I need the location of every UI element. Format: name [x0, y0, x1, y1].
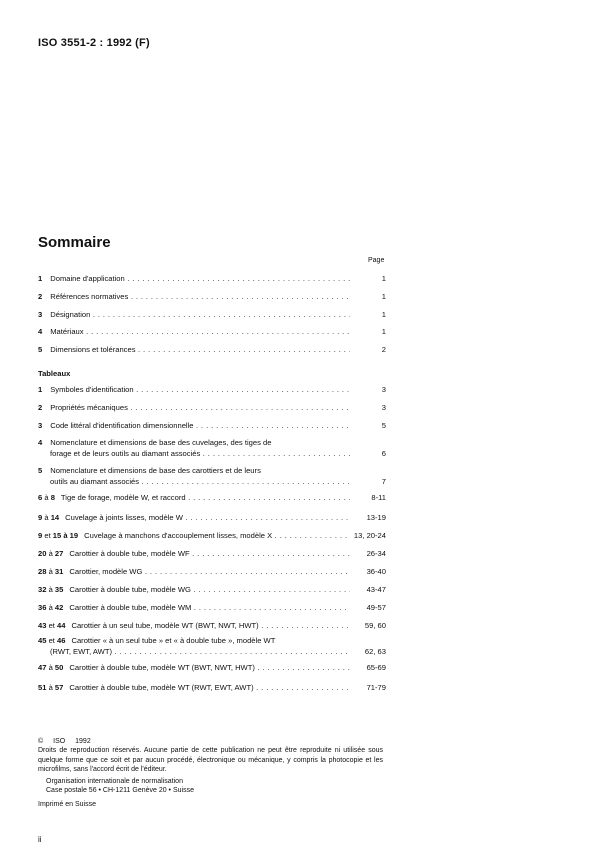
entry-range	[38, 549, 63, 558]
entry-title-line1	[38, 466, 261, 476]
entry-title	[38, 663, 350, 673]
entry-page: 2	[381, 345, 386, 354]
range-end: 15 à 19	[52, 531, 79, 540]
entry-title-text: Carottier à double tube, modèle WT (RWT, EWT, AWT)	[69, 683, 254, 692]
range-start: 9	[38, 513, 43, 522]
page-column-label: Page	[368, 257, 385, 264]
range-start: 20	[38, 549, 47, 558]
range-start: 28	[38, 567, 47, 576]
entry-title-start: Nomenclature et dimensions de base des cuvelages, des tiges de	[50, 438, 272, 447]
range-separator: à	[46, 663, 55, 672]
range-start: 45	[38, 636, 47, 645]
entry-title-text: Carottier, modèle WG	[69, 567, 143, 576]
range-separator: à	[46, 567, 55, 576]
range-end: 8	[50, 493, 55, 502]
entry-range	[38, 493, 55, 502]
copyright-year: 1992	[75, 738, 91, 745]
entry-page: 5	[381, 421, 386, 430]
entry-number: 5	[38, 345, 43, 354]
range-end: 42	[54, 603, 64, 612]
copyright-org: ISO	[53, 738, 66, 745]
range-separator: à	[42, 493, 51, 502]
range-separator: et	[42, 531, 53, 540]
entry-range	[38, 567, 63, 576]
entry-page: 71-79	[366, 683, 386, 692]
entry-page: 1	[381, 310, 386, 319]
entry-page: 8-11	[371, 493, 386, 502]
entry-number: 2	[38, 403, 43, 412]
range-end: 35	[54, 585, 64, 594]
entry-number: 4	[38, 438, 43, 447]
entry-number: 3	[38, 421, 43, 430]
entry-page: 1	[381, 327, 386, 336]
entry-title	[38, 621, 350, 631]
copyright-line	[38, 737, 383, 746]
entry-title-text: Carottier à double tube, modèle WG	[69, 585, 191, 594]
entry-title-text: Tige de forage, modèle W, et raccord	[60, 493, 186, 502]
entry-title	[38, 567, 350, 577]
range-start: 47	[38, 663, 47, 672]
entry-page: 3	[381, 385, 386, 394]
entry-page: 43-47	[366, 585, 386, 594]
entry-title-start: Nomenclature et dimensions de base des carottiers et de leurs	[50, 466, 261, 475]
entry-title-text: Carottier à double tube, modèle WT (BWT, NWT, HWT)	[69, 663, 255, 672]
page-folio: ii	[38, 835, 42, 844]
entry-range	[38, 663, 63, 672]
range-start: 36	[38, 603, 47, 612]
range-end: 50	[54, 663, 64, 672]
entry-title-text: Références normatives	[50, 292, 129, 301]
entry-page: 62, 63	[364, 647, 386, 656]
entry-title	[38, 493, 350, 503]
entry-number: 1	[38, 385, 43, 394]
entry-range	[38, 513, 59, 522]
entry-title-text: Carottier à un seul tube, modèle WT (BWT, NWT, HWT)	[71, 621, 259, 630]
entry-title	[38, 421, 350, 431]
range-separator: à	[46, 603, 55, 612]
range-end: 57	[54, 683, 64, 692]
entry-page: 65-69	[366, 663, 386, 672]
entry-title-text: Propriétés mécaniques	[50, 403, 128, 412]
entry-title: (RWT, EWT, AWT) . . .	[38, 647, 350, 657]
entry-title-text: Carottier à double tube, modèle WF	[69, 549, 190, 558]
entry-range	[38, 636, 65, 645]
entry-number: 3	[38, 310, 43, 319]
entry-title: outils au diamant associés . . .	[38, 477, 350, 487]
range-separator: à	[42, 513, 51, 522]
entry-page: 1	[381, 274, 386, 283]
entry-title	[38, 603, 350, 613]
entry-title: forage et de leurs outils au diamant associés . . .	[38, 449, 350, 459]
entry-title	[38, 549, 350, 559]
entry-number: 2	[38, 292, 43, 301]
entry-range	[38, 531, 78, 540]
entry-title-text: Cuvelage à joints lisses, modèle W	[65, 513, 183, 522]
range-separator: à	[46, 683, 55, 692]
copyright-symbol: ©	[38, 738, 44, 745]
range-end: 46	[57, 636, 66, 645]
tables-heading: Tableaux	[38, 369, 71, 378]
entry-page: 49-57	[366, 603, 386, 612]
entry-title-line1	[38, 636, 275, 646]
range-start: 51	[38, 683, 47, 692]
range-start: 9	[38, 531, 43, 540]
entry-title-text: Désignation	[50, 310, 91, 319]
range-start: 43	[38, 621, 47, 630]
entry-title-line1	[38, 438, 271, 448]
entry-title-text: Carottier à double tube, modèle WM	[69, 603, 192, 612]
entry-page: 13, 20-24	[353, 531, 386, 540]
org-name: Organisation internationale de normalisation	[46, 778, 183, 786]
document-header: ISO 3551-2 : 1992 (F)	[38, 37, 150, 49]
page-title: Sommaire	[38, 234, 111, 251]
entry-title-start: Carottier « à un seul tube » et « à double tube », modèle WT	[71, 636, 276, 645]
range-start: 32	[38, 585, 47, 594]
range-end: 14	[50, 513, 60, 522]
entry-range	[38, 683, 63, 692]
entry-page: 6	[381, 449, 386, 458]
printed-in: Imprimé en Suisse	[38, 800, 96, 808]
entry-title	[38, 385, 350, 395]
entry-title	[38, 531, 350, 541]
entry-range	[38, 603, 63, 612]
range-separator: et	[46, 636, 58, 645]
rights-text: Droits de reproduction réservés. Aucune partie de cette publication ne peut être reproduite ni utilisée sous quelque forme que ce soit et par aucun procédé, électronique ou mécanique, y compris la photocopie et les microfilms, sans l'accord écrit de l'éditeur.	[38, 747, 383, 773]
org-address: Case postale 56 • CH-1211 Genève 20 • Suisse	[46, 787, 194, 795]
entry-number: 4	[38, 327, 43, 336]
entry-range	[38, 585, 63, 594]
entry-title	[38, 274, 350, 284]
entry-title-text: Symboles d'identification	[50, 385, 134, 394]
range-separator: et	[46, 621, 58, 630]
entry-number: 1	[38, 274, 43, 283]
entry-title	[38, 292, 350, 302]
entry-title-text: Cuvelage à manchons d'accouplement lisses, modèle X	[84, 531, 273, 540]
entry-title	[38, 345, 350, 355]
entry-title	[38, 403, 350, 413]
range-end: 44	[57, 621, 66, 630]
entry-page: 36-40	[366, 567, 386, 576]
entry-title	[38, 310, 350, 320]
entry-page: 1	[381, 292, 386, 301]
range-separator: à	[46, 585, 55, 594]
entry-title	[38, 513, 350, 523]
entry-number: 5	[38, 466, 43, 475]
entry-title	[38, 683, 350, 693]
entry-page: 7	[381, 477, 386, 486]
entry-range	[38, 621, 65, 630]
entry-title	[38, 585, 350, 595]
entry-page: 26-34	[366, 549, 386, 558]
entry-title	[38, 327, 350, 337]
range-start: 6	[38, 493, 43, 502]
range-end: 31	[54, 567, 64, 576]
entry-title-text: Code littéral d'identification dimensionnelle	[50, 421, 194, 430]
entry-title-text: Matériaux	[50, 327, 84, 336]
entry-title-text: Dimensions et tolérances	[50, 345, 136, 354]
entry-title-text: Domaine d'application	[50, 274, 125, 283]
range-separator: à	[46, 549, 55, 558]
footer	[38, 737, 383, 809]
entry-page: 13-19	[366, 513, 386, 522]
entry-page: 3	[381, 403, 386, 412]
range-end: 27	[54, 549, 64, 558]
entry-page: 59, 60	[364, 621, 386, 630]
